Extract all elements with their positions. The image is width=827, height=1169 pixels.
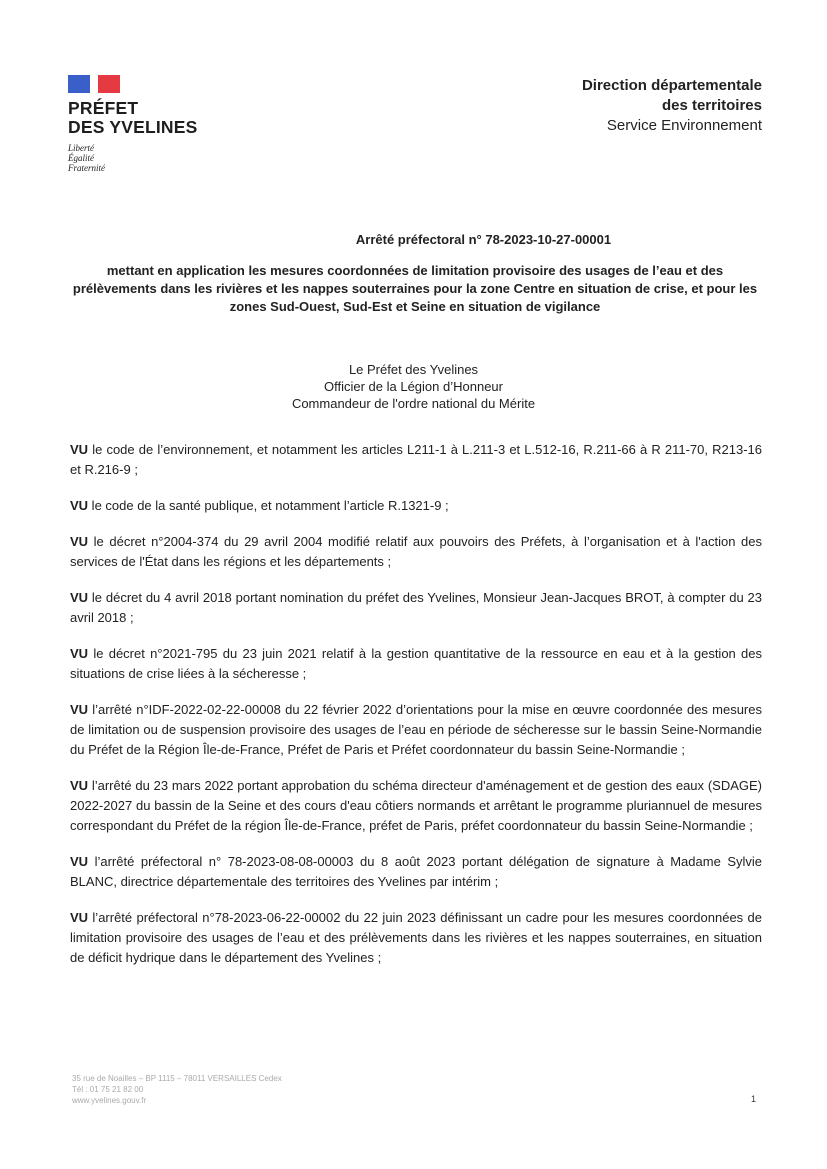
visa-item	[70, 644, 762, 684]
prefet-titles	[0, 361, 827, 412]
prefet-title-line2: Officier de la Légion d’Honneur	[324, 379, 503, 394]
flag-white-band	[90, 75, 98, 93]
visa-item	[70, 496, 762, 516]
visa-text: le décret n°2004-374 du 29 avril 2004 modifié relatif aux pouvoirs des Préfets, à l’organisation et à l'action des services de l'État dans les régions et les départements ;	[70, 534, 762, 569]
visa-text: le décret n°2021-795 du 23 juin 2021 relatif à la gestion quantitative de la ressource en eau et à la gestion des situations de crise liées à la sécheresse ;	[70, 646, 762, 681]
visa-lead: VU	[70, 590, 89, 605]
arrete-subject: mettant en application les mesures coordonnées de limitation provisoire des usages de l’eau et des prélèvements dans les rivières et les nappes souterraines pour la zone Centre en situation de crise, et pour les zones Sud-Ouest, Sud-Est et Seine en situation de vigilance	[72, 263, 758, 314]
flag-blue-band	[68, 75, 90, 93]
motto-liberte: Liberté	[68, 143, 94, 153]
visa-item	[70, 776, 762, 836]
visa-text: l’arrêté préfectoral n° 78-2023-08-08-00003 du 8 août 2023 portant délégation de signature à Madame Sylvie BLANC, directrice départementale des territoires des Yvelines par intérim ;	[70, 854, 762, 889]
prefet-title-line3: Commandeur de l'ordre national du Mérite	[291, 396, 536, 411]
visa-text: le code de la santé publique, et notamment l’article R.1321-9 ;	[88, 498, 449, 513]
visa-lead: VU	[70, 646, 89, 661]
arrete-number: Arrêté préfectoral n° 78-2023-10-27-00001	[355, 232, 612, 247]
visa-lead: VU	[70, 702, 89, 717]
visa-item	[70, 440, 762, 480]
visa-lead: VU	[70, 910, 89, 925]
visa-lead: VU	[70, 854, 89, 869]
visa-lead: VU	[70, 442, 89, 457]
visa-text: l’arrêté n°IDF-2022-02-22-00008 du 22 février 2022 d’orientations pour la mise en œuvre coordonnée des mesures de limitation ou de suspension provisoire des usages de l’eau en période de sécheresse sur le bassin Seine-Normandie du Préfet de la Région Île-de-France, Préfet de Paris et Préfet coordonnateur du bassin Seine-Normandie ;	[70, 702, 762, 757]
visa-lead: VU	[70, 534, 89, 549]
visa-item	[70, 700, 762, 760]
visa-text: l’arrêté préfectoral n°78-2023-06-22-00002 du 22 juin 2023 définissant un cadre pour les mesures coordonnées de limitation provisoire des usages de l’eau et des prélèvements dans les rivières et les nappes souterraines, en situation de déficit hydrique dans le département des Yvelines ;	[70, 910, 762, 965]
department-line2: des territoires	[661, 97, 762, 114]
visa-lead: VU	[70, 498, 89, 513]
flag-red-band	[98, 75, 120, 93]
footer-website: www.yvelines.gouv.fr	[72, 1096, 147, 1105]
department-service: Service Environnement	[606, 117, 762, 134]
footer-address: 35 rue de Noailles – BP 1115 – 78011 VERSAILLES Cedex	[72, 1074, 282, 1083]
republic-motto	[68, 143, 197, 173]
visas-list	[70, 440, 762, 984]
prefet-title-line1: Le Préfet des Yvelines	[348, 362, 479, 377]
prefecture-logo	[68, 75, 197, 173]
marianne-flag-icon	[68, 75, 120, 93]
visa-item	[70, 588, 762, 628]
visa-text: le code de l’environnement, et notamment les articles L211-1 à L.211-3 et L.512-16, R.211-66 à R 211-70, R213-16 et R.216-9 ;	[70, 442, 762, 477]
visa-item	[70, 532, 762, 572]
visa-lead: VU	[70, 778, 89, 793]
motto-egalite: Égalité	[68, 153, 94, 163]
department-line1: Direction départementale	[581, 77, 762, 94]
prefecture-name-line1: PRÉFET	[68, 98, 139, 118]
prefecture-name-line2: DES YVELINES	[68, 117, 198, 137]
motto-fraternite: Fraternité	[68, 163, 105, 173]
visa-item	[70, 908, 762, 968]
page-footer	[72, 1073, 282, 1106]
visa-text: le décret du 4 avril 2018 portant nomination du préfet des Yvelines, Monsieur Jean-Jacques BROT, à compter du 23 avril 2018 ;	[70, 590, 762, 625]
page-number: 1	[751, 1094, 757, 1104]
visa-text: l’arrêté du 23 mars 2022 portant approbation du schéma directeur d'aménagement et de gestion des eaux (SDAGE) 2022-2027 du bassin de la Seine et des cours d'eau côtiers normands et arrêtant le programme pluriannuel de mesures correspondant du Préfet de la région Île-de-France, préfet de Paris, préfet coordonnateur du bassin Seine-Normandie ;	[70, 778, 762, 833]
department-header	[582, 76, 762, 136]
footer-phone: Tél : 01 75 21 82 00	[72, 1085, 144, 1094]
visa-item	[70, 852, 762, 892]
prefecture-name	[68, 99, 197, 137]
